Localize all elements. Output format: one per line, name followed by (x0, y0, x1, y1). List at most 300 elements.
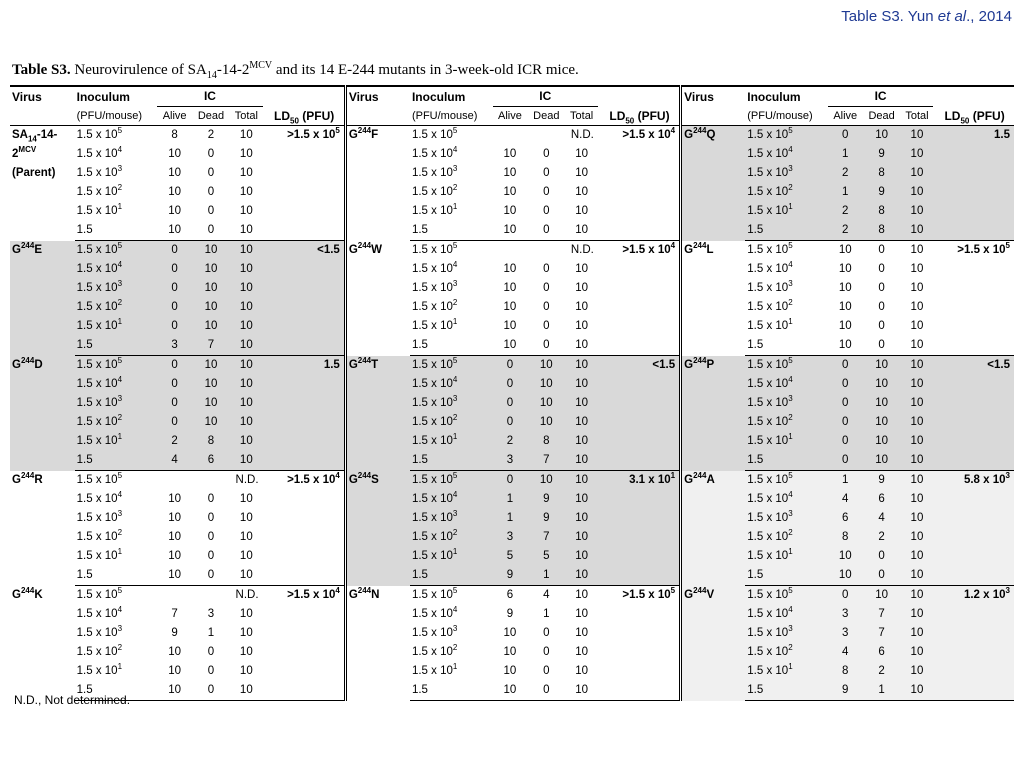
ic-total: 10 (575, 608, 589, 620)
col-inoculum-header: Inoculum (745, 86, 826, 107)
col-ld50-header: $LD_{50}$ (PFU) (265, 107, 346, 126)
ic-total: 10 (899, 164, 935, 183)
inoculum-value: 1.5 x $10^3$ (745, 624, 826, 643)
ic-total: 10 (910, 301, 924, 313)
ic-dead: 0 (543, 263, 550, 275)
col-ld50-spacer (935, 86, 1014, 107)
ic-total: 10 (910, 320, 924, 332)
inoculum-value: 1.5 x $10^2$ (411, 183, 458, 198)
ic-alive: 10 (168, 512, 182, 524)
inoculum-value: 1.5 x $10^4$ (745, 375, 826, 394)
inoculum-value: 1.5 x $10^3$ (745, 164, 826, 183)
inoculum-value: 1.5 x $10^5$ (411, 586, 458, 601)
virus-name: $G^{244}N$ (348, 585, 380, 601)
ic-total: 10 (239, 627, 253, 639)
ld50-value (265, 298, 346, 317)
ic-dead: 10 (529, 413, 563, 432)
inoculum-value: 1.5 x $10^2$ (745, 413, 826, 432)
ic-alive: 10 (155, 221, 193, 241)
ld50-value (265, 643, 346, 662)
ic-alive: 1 (826, 471, 864, 491)
inoculum-value: 1.5 (745, 566, 826, 586)
ic-alive: 10 (503, 263, 517, 275)
ic-alive: 3 (491, 451, 529, 471)
ic-alive: 10 (503, 665, 517, 677)
ic-alive: 5 (491, 547, 529, 566)
ic-alive: 10 (826, 566, 864, 586)
ic-total: 10 (228, 451, 264, 471)
ic-alive: 0 (155, 375, 193, 394)
ic-total: 10 (563, 336, 599, 356)
ic-alive: 10 (168, 148, 182, 160)
ic-dead: 3 (207, 608, 215, 620)
ld50-value (600, 298, 681, 317)
ld50-value (265, 221, 346, 241)
ld50-value (935, 451, 1014, 471)
ic-dead: 2 (207, 129, 215, 141)
ic-total: 10 (228, 317, 264, 336)
virus-name: $G^{244}L$ (684, 240, 714, 256)
inoculum-value: 1.5 x $10^2$ (747, 298, 793, 313)
ic-total: 10 (899, 662, 935, 681)
inoculum-value: 1.5 x $10^5$ (75, 356, 156, 376)
inoculum-value: 1.5 x $10^5$ (76, 126, 123, 141)
ld50-value (600, 681, 681, 701)
ic-total: 10 (239, 512, 253, 524)
ic-alive: 4 (826, 643, 864, 662)
ic-total: 10 (899, 183, 935, 202)
ic-total: 10 (899, 356, 935, 376)
ic-total: 10 (575, 205, 589, 217)
inoculum-value: 1.5 (410, 221, 491, 241)
inoculum-value: 1.5 (75, 681, 156, 701)
ld50-value (935, 566, 1014, 586)
inoculum-value: 1.5 x $10^2$ (745, 183, 826, 202)
ic-total: 10 (228, 413, 264, 432)
ic-total: 10 (575, 167, 589, 179)
ic-alive: 6 (826, 509, 864, 528)
ic-alive: 0 (826, 356, 864, 376)
ic-alive: 10 (838, 301, 852, 313)
inoculum-value: 1.5 x $10^5$ (410, 356, 491, 376)
ic-total: 10 (239, 531, 253, 543)
ic-total: 10 (228, 241, 264, 261)
ic-alive: 10 (491, 221, 529, 241)
ic-dead: 2 (864, 528, 898, 547)
ld50-value (600, 202, 681, 221)
ld50-value (600, 528, 681, 547)
ic-alive: 2 (155, 432, 193, 451)
ic-total: 10 (899, 202, 935, 221)
ic-dead: 10 (864, 394, 898, 413)
ld50-value (265, 566, 346, 586)
inoculum-value: 1.5 x $10^1$ (76, 547, 123, 562)
ic-dead: 7 (529, 451, 563, 471)
ic-dead: 5 (529, 547, 563, 566)
ic-total: 10 (899, 566, 935, 586)
ic-dead: 10 (529, 394, 563, 413)
inoculum-value: 1.5 x $10^2$ (411, 643, 458, 658)
ic-alive: 8 (171, 129, 178, 141)
ic-total: 10 (575, 148, 589, 160)
ic-alive: 10 (503, 301, 517, 313)
ic-dead: 0 (529, 336, 563, 356)
ic-total: 10 (239, 608, 253, 620)
ic-alive: 0 (491, 375, 529, 394)
ld50-value (265, 260, 346, 279)
ld50-value (600, 509, 681, 528)
ic-total: 10 (239, 205, 253, 217)
ld50-value: >1.5 x $10^5$ (600, 586, 681, 606)
ld50-value: 1.2 x $10^3$ (935, 586, 1014, 606)
inoculum-value: 1.5 x $10^4$ (76, 605, 123, 620)
ic-dead: 0 (878, 320, 885, 332)
table-row (10, 336, 1014, 356)
ld50-value (935, 317, 1014, 336)
ic-dead: 0 (878, 282, 885, 294)
ic-dead: 8 (864, 202, 898, 221)
ic-alive: 10 (155, 681, 193, 701)
ld50-value: 5.8 x $10^3$ (935, 471, 1014, 491)
ld50-value (935, 413, 1014, 432)
ic-dead: 10 (194, 298, 228, 317)
inoculum-value: 1.5 x $10^1$ (75, 432, 156, 451)
ld50-value (600, 164, 681, 183)
inoculum-value: 1.5 x $10^1$ (747, 317, 793, 332)
ic-alive: 0 (155, 356, 193, 376)
table-row (10, 241, 1014, 261)
inoculum-value: 1.5 x $10^1$ (410, 432, 491, 451)
inoculum-value: 1.5 x $10^2$ (410, 413, 491, 432)
inoculum-value: 1.5 (75, 336, 156, 356)
col-ic-header: IC (826, 86, 935, 107)
ic-dead: 0 (194, 566, 228, 586)
table-row (10, 317, 1014, 336)
ic-total: 10 (575, 646, 589, 658)
inoculum-value: 1.5 x $10^5$ (76, 471, 123, 486)
ic-total: 10 (899, 145, 935, 164)
ic-dead: 0 (543, 665, 550, 677)
neurovirulence-table (10, 85, 1014, 701)
table-row (10, 681, 1014, 701)
inoculum-value: 1.5 x $10^4$ (411, 145, 458, 160)
ic-total: 10 (899, 451, 935, 471)
ld50-value: >1.5 x $10^4$ (600, 126, 681, 146)
ic-alive: 2 (826, 221, 864, 241)
ic-total: 10 (228, 432, 264, 451)
inoculum-value: 1.5 x $10^3$ (76, 164, 123, 179)
ic-alive: 7 (171, 608, 178, 620)
inoculum-value: 1.5 x $10^5$ (745, 126, 826, 146)
table-row (10, 202, 1014, 221)
ic-total: 10 (239, 186, 253, 198)
document-reference: Table S3. Yun et al., 2014 (841, 8, 1012, 25)
ld50-value (265, 432, 346, 451)
ic-dead: 0 (543, 205, 550, 217)
ic-dead: 0 (543, 301, 550, 313)
inoculum-value: 1.5 x $10^3$ (75, 394, 156, 413)
ic-alive: 10 (168, 205, 182, 217)
table-row (10, 164, 1014, 183)
inoculum-value: 1.5 x $10^5$ (745, 471, 826, 491)
inoculum-value: 1.5 x $10^4$ (75, 375, 156, 394)
ic-alive: 3 (826, 605, 864, 624)
ic-total: 10 (228, 566, 264, 586)
ld50-value: >1.5 x $10^4$ (600, 241, 681, 261)
inoculum-value: 1.5 x $10^5$ (75, 241, 156, 261)
ld50-value (265, 451, 346, 471)
ic-not-determined: N.D. (235, 474, 259, 486)
table-row (10, 547, 1014, 566)
ic-alive: 9 (491, 566, 529, 586)
ic-alive: 2 (826, 202, 864, 221)
ld50-value (935, 624, 1014, 643)
inoculum-value: 1.5 x $10^1$ (745, 662, 826, 681)
virus-name: $G^{244}A$ (681, 471, 746, 586)
ld50-value (600, 605, 681, 624)
table-row (10, 643, 1014, 662)
ld50-value (935, 681, 1014, 701)
inoculum-value: 1.5 x $10^2$ (76, 528, 123, 543)
ic-dead: 0 (207, 550, 215, 562)
ld50-value (265, 509, 346, 528)
ic-total: 10 (563, 490, 599, 509)
ic-dead: 10 (194, 317, 228, 336)
ic-dead: 8 (864, 221, 898, 241)
inoculum-value: 1.5 x $10^1$ (411, 202, 458, 217)
table-row (10, 624, 1014, 643)
virus-name: $G^{244}P$ (681, 356, 746, 471)
ic-total: 10 (228, 279, 264, 298)
ld50-value (935, 164, 1014, 183)
ic-total: 10 (563, 528, 599, 547)
ld50-value (600, 547, 681, 566)
ld50-value: >1.5 x $10^5$ (265, 126, 346, 146)
ic-total: 10 (899, 681, 935, 701)
inoculum-value: 1.5 x $10^1$ (75, 317, 156, 336)
ld50-value (935, 279, 1014, 298)
ic-dead: 9 (864, 471, 898, 491)
ic-dead: 10 (194, 394, 228, 413)
inoculum-value: 1.5 x $10^2$ (411, 298, 458, 313)
ic-alive: 0 (155, 394, 193, 413)
ic-dead: 6 (864, 490, 898, 509)
ic-total: 10 (563, 413, 599, 432)
inoculum-value: 1.5 x $10^4$ (75, 260, 156, 279)
inoculum-value: 1.5 x $10^4$ (745, 490, 826, 509)
ic-alive: 2 (826, 164, 864, 183)
ic-alive: 0 (826, 126, 864, 146)
table-row (10, 451, 1014, 471)
ic-total: 10 (899, 375, 935, 394)
ic-alive: 10 (826, 547, 864, 566)
ic-total: 10 (228, 298, 264, 317)
ic-total: 10 (563, 356, 599, 376)
col-total: Total (228, 107, 264, 126)
ic-total: 10 (563, 451, 599, 471)
ic-dead: 10 (864, 375, 898, 394)
ic-total: 10 (228, 394, 264, 413)
ic-total: 10 (239, 129, 253, 141)
table-caption: Table S3. Neurovirulence of $SA_{14}-14-2^{MCV}$ and its 14 E-244 mutants in 3-week-old ICR mice. (12, 60, 579, 81)
ic-dead: 9 (529, 490, 563, 509)
ic-total: 10 (563, 221, 599, 241)
ic-dead: 0 (207, 531, 215, 543)
ld50-value (935, 528, 1014, 547)
ld50-value (265, 202, 346, 221)
ic-alive: 10 (491, 681, 529, 701)
ld50-value: 3.1 x $10^1$ (600, 471, 681, 491)
ic-dead: 0 (878, 263, 885, 275)
ic-alive: 10 (168, 167, 182, 179)
ld50-value (935, 183, 1014, 202)
virus-name: $SA_{14}-14-$ $2^{MCV}$ (Parent) (12, 129, 58, 179)
ic-dead: 0 (543, 148, 550, 160)
ic-total: 10 (239, 665, 253, 677)
ic-total: 10 (575, 320, 589, 332)
ld50-value (265, 164, 346, 183)
ic-dead: 7 (529, 528, 563, 547)
ic-dead: 10 (529, 356, 563, 376)
ic-total: 10 (563, 432, 599, 451)
ic-dead: 0 (207, 493, 215, 505)
table-row (10, 375, 1014, 394)
inoculum-value: 1.5 (75, 451, 156, 471)
inoculum-value: 1.5 x $10^2$ (745, 643, 826, 662)
ld50-value (935, 547, 1014, 566)
ic-dead: 8 (864, 164, 898, 183)
footnote: N.D., Not determined. (14, 693, 131, 707)
ic-alive: 0 (826, 375, 864, 394)
ic-total: 10 (899, 413, 935, 432)
col-virus-header: Virus (345, 86, 410, 107)
table-row (10, 183, 1014, 202)
ic-dead: 0 (207, 665, 215, 677)
ic-alive: 10 (168, 665, 182, 677)
ic-dead: 10 (864, 586, 898, 606)
ic-alive: 0 (155, 260, 193, 279)
inoculum-value: 1.5 x $10^4$ (747, 260, 793, 275)
ic-alive: 0 (826, 432, 864, 451)
table-row (10, 279, 1014, 298)
inoculum-value: 1.5 x $10^4$ (410, 490, 491, 509)
inoculum-value: 1.5 (75, 566, 156, 586)
ic-alive: 6 (506, 589, 514, 601)
ld50-value (265, 394, 346, 413)
ic-dead: 0 (864, 547, 898, 566)
ic-alive: 10 (155, 566, 193, 586)
inoculum-value: 1.5 x $10^1$ (745, 432, 826, 451)
table-row (10, 586, 1014, 606)
ic-dead: 10 (864, 451, 898, 471)
col-dead: Dead (529, 107, 563, 126)
table-row (10, 394, 1014, 413)
ld50-value (935, 260, 1014, 279)
ic-total: 10 (563, 509, 599, 528)
inoculum-value: 1.5 x $10^4$ (745, 605, 826, 624)
inoculum-value: 1.5 x $10^1$ (411, 317, 458, 332)
ld50-value (935, 662, 1014, 681)
ic-alive: 1 (491, 490, 529, 509)
ld50-value (935, 202, 1014, 221)
ld50-value: <1.5 (265, 241, 346, 261)
ic-alive: 0 (491, 471, 529, 491)
ic-dead: 0 (864, 566, 898, 586)
ic-dead: 8 (194, 432, 228, 451)
ic-dead: 0 (207, 167, 215, 179)
inoculum-value: 1.5 x $10^2$ (410, 528, 491, 547)
ld50-value (600, 317, 681, 336)
ld50-value (935, 643, 1014, 662)
ic-total: 10 (899, 471, 935, 491)
ic-total: 10 (563, 566, 599, 586)
ld50-value: >1.5 x $10^4$ (265, 471, 346, 491)
ic-dead: 0 (194, 221, 228, 241)
ic-alive: 10 (168, 531, 182, 543)
ic-total: 10 (575, 627, 589, 639)
inoculum-value: 1.5 x $10^3$ (76, 624, 123, 639)
ic-dead: 0 (529, 221, 563, 241)
table-row (10, 413, 1014, 432)
ic-alive: 0 (155, 317, 193, 336)
inoculum-value: 1.5 x $10^1$ (411, 662, 458, 677)
table-row (10, 260, 1014, 279)
virus-name: $G^{244}T$ (345, 356, 410, 471)
ic-dead: 0 (543, 646, 550, 658)
ld50-value (600, 260, 681, 279)
inoculum-value: 1.5 x $10^1$ (410, 547, 491, 566)
inoculum-value: 1.5 (410, 336, 491, 356)
ld50-value (935, 490, 1014, 509)
inoculum-value: 1.5 x $10^5$ (411, 241, 458, 256)
inoculum-value: 1.5 x $10^2$ (75, 298, 156, 317)
ic-alive: 10 (826, 336, 864, 356)
ld50-value (600, 145, 681, 164)
ic-alive: 10 (168, 493, 182, 505)
ic-alive: 0 (826, 586, 864, 606)
ic-dead: 9 (529, 509, 563, 528)
ic-alive: 3 (155, 336, 193, 356)
ic-total: 10 (239, 167, 253, 179)
ic-dead: 10 (864, 413, 898, 432)
ld50-value (265, 681, 346, 701)
ic-alive: 8 (826, 528, 864, 547)
inoculum-value: 1.5 x $10^1$ (76, 202, 123, 217)
ic-alive: 3 (826, 624, 864, 643)
ld50-value (600, 183, 681, 202)
ld50-value (265, 624, 346, 643)
virus-name: $G^{244}V$ (681, 586, 746, 701)
ic-total: 10 (899, 126, 935, 146)
virus-name: $G^{244}D$ (10, 356, 75, 471)
ic-total: 10 (563, 471, 599, 491)
ic-dead: 2 (864, 662, 898, 681)
ic-dead: 10 (194, 375, 228, 394)
ic-total: 10 (563, 375, 599, 394)
inoculum-value: 1.5 x $10^4$ (411, 260, 458, 275)
ic-total: 10 (575, 589, 589, 601)
col-dead: Dead (864, 107, 898, 126)
ic-total: 10 (899, 490, 935, 509)
ic-alive: 4 (826, 490, 864, 509)
ic-alive: 1 (491, 509, 529, 528)
ic-dead: 0 (194, 681, 228, 701)
ld50-value (265, 375, 346, 394)
ic-total: 10 (228, 681, 264, 701)
inoculum-value: 1.5 x $10^3$ (75, 279, 156, 298)
inoculum-value: 1.5 x $10^5$ (411, 126, 458, 141)
ld50-value (935, 298, 1014, 317)
